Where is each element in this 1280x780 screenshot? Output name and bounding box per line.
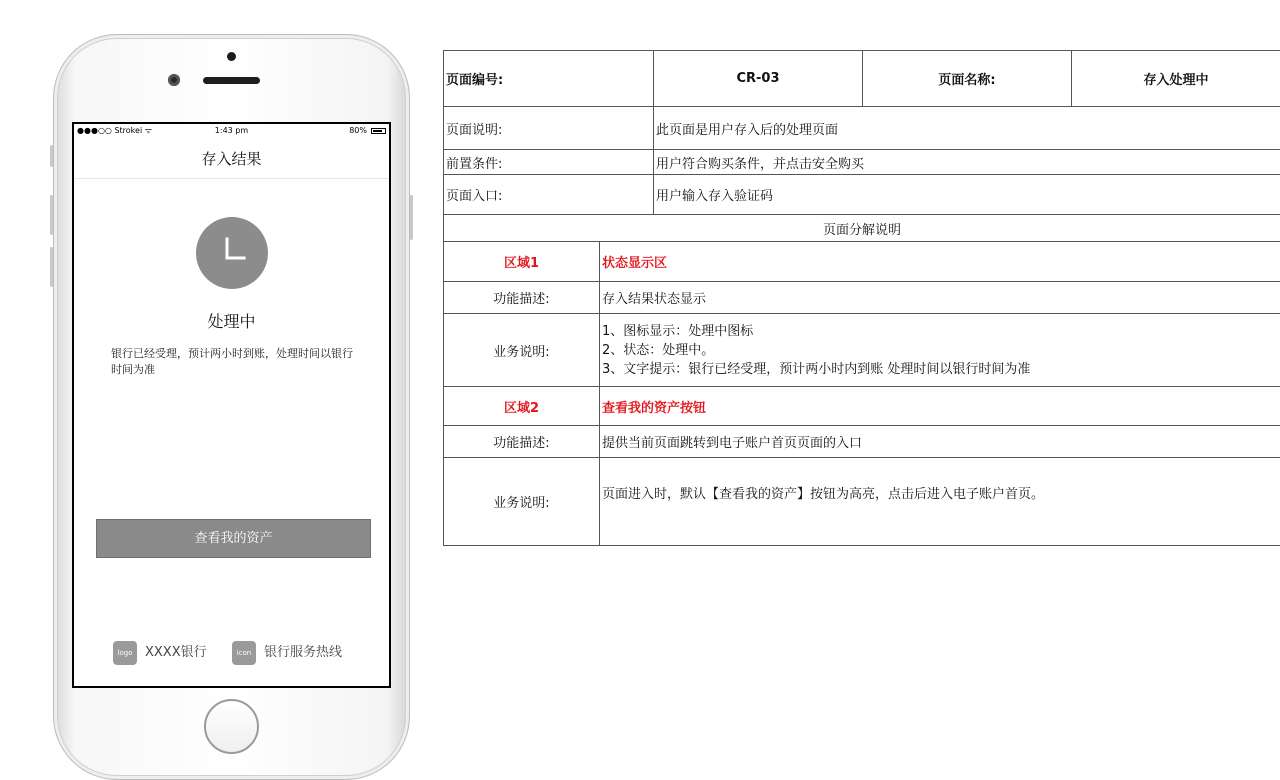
- view-my-assets-button[interactable]: 查看我的资产: [96, 519, 371, 558]
- mute-switch: [50, 145, 53, 167]
- status-title: 处理中: [207, 312, 256, 331]
- clock-icon: [196, 217, 268, 289]
- front-camera: [168, 74, 180, 86]
- page-name-value: 存入处理中: [1072, 51, 1280, 107]
- status-time: 1:43 pm: [214, 126, 249, 135]
- zone1-biz-line: 1、图标显示：处理中图标: [602, 323, 754, 339]
- zone2-title: 查看我的资产按钮: [600, 387, 1280, 426]
- page-no-value: CR-03: [654, 51, 863, 107]
- battery-percent: 80%: [349, 126, 367, 135]
- carrier-signal: ●●●○○ Strokei ᯤ: [77, 126, 153, 135]
- spec-desc-row: [444, 107, 1280, 150]
- spec-entry-row: [444, 175, 1280, 215]
- hotline-label: 银行服务热线: [264, 645, 343, 660]
- power-button: [410, 195, 413, 240]
- bank-logo-item: [113, 641, 207, 665]
- zone2-biz-label: 业务说明:: [444, 458, 600, 546]
- zone1-biz-label: 业务说明:: [444, 314, 600, 387]
- zone1-func-value: 存入结果状态显示: [600, 282, 1280, 314]
- desc-value: 此页面是用户存入后的处理页面: [654, 107, 1280, 150]
- zone2-title-row: [444, 387, 1280, 426]
- spec-precondition-row: [444, 150, 1280, 175]
- zone2-func-row: [444, 426, 1280, 458]
- page-no-label: 页面编号:: [444, 51, 654, 107]
- nav-title: 存入结果: [201, 150, 262, 168]
- entry-value: 用户输入存入验证码: [654, 175, 1280, 215]
- zone1-biz-line: 2、状态：处理中。: [602, 342, 715, 358]
- zone1-biz-row: [444, 314, 1280, 387]
- proximity-sensor: [227, 52, 236, 61]
- precondition-label: 前置条件:: [444, 150, 654, 175]
- page-spec-table: [443, 50, 1280, 546]
- zone1-biz-value: [600, 314, 1280, 387]
- home-button[interactable]: [204, 699, 259, 754]
- zone1-name: 区域1: [444, 242, 600, 282]
- logo-badge: logo: [113, 641, 137, 665]
- spec-header-row: [444, 51, 1280, 107]
- zone1-func-row: [444, 282, 1280, 314]
- zone2-biz-row: [444, 458, 1280, 546]
- precondition-value: 用户符合购买条件，并点击安全购买: [654, 150, 1280, 175]
- status-description: 银行已经受理，预计两小时到账，处理时间以银行时间为准: [111, 347, 353, 376]
- page-name-label: 页面名称:: [863, 51, 1072, 107]
- zone1-title-row: [444, 242, 1280, 282]
- hotline-icon: icon: [232, 641, 256, 665]
- bank-hotline-item[interactable]: [232, 641, 342, 665]
- nav-divider: [74, 178, 389, 179]
- spec-breakdown-row: [444, 215, 1280, 242]
- volume-up-button: [50, 195, 53, 235]
- zone1-biz-line: 3、文字提示：银行已经受理，预计两小时内到账 处理时间以银行时间为准: [602, 361, 1031, 377]
- earpiece-speaker: [203, 77, 260, 84]
- zone1-func-label: 功能描述:: [444, 282, 600, 314]
- status-bar: [74, 124, 389, 138]
- zone2-func-label: 功能描述:: [444, 426, 600, 458]
- zone2-biz-line: 页面进入时，默认【查看我的资产】按钮为高亮，点击后进入电子账户首页。: [602, 487, 1045, 502]
- zone2-biz-value: [600, 458, 1280, 546]
- entry-label: 页面入口:: [444, 175, 654, 215]
- desc-label: 页面说明:: [444, 107, 654, 150]
- zone2-name: 区域2: [444, 387, 600, 426]
- zone2-func-value: 提供当前页面跳转到电子账户首页页面的入口: [600, 426, 1280, 458]
- breakdown-title: 页面分解说明: [444, 215, 1280, 242]
- phone-screen: [72, 122, 391, 688]
- volume-down-button: [50, 247, 53, 287]
- battery-icon: [371, 128, 386, 134]
- zone1-title: 状态显示区: [600, 242, 1280, 282]
- bank-name: XXXX银行: [145, 645, 207, 660]
